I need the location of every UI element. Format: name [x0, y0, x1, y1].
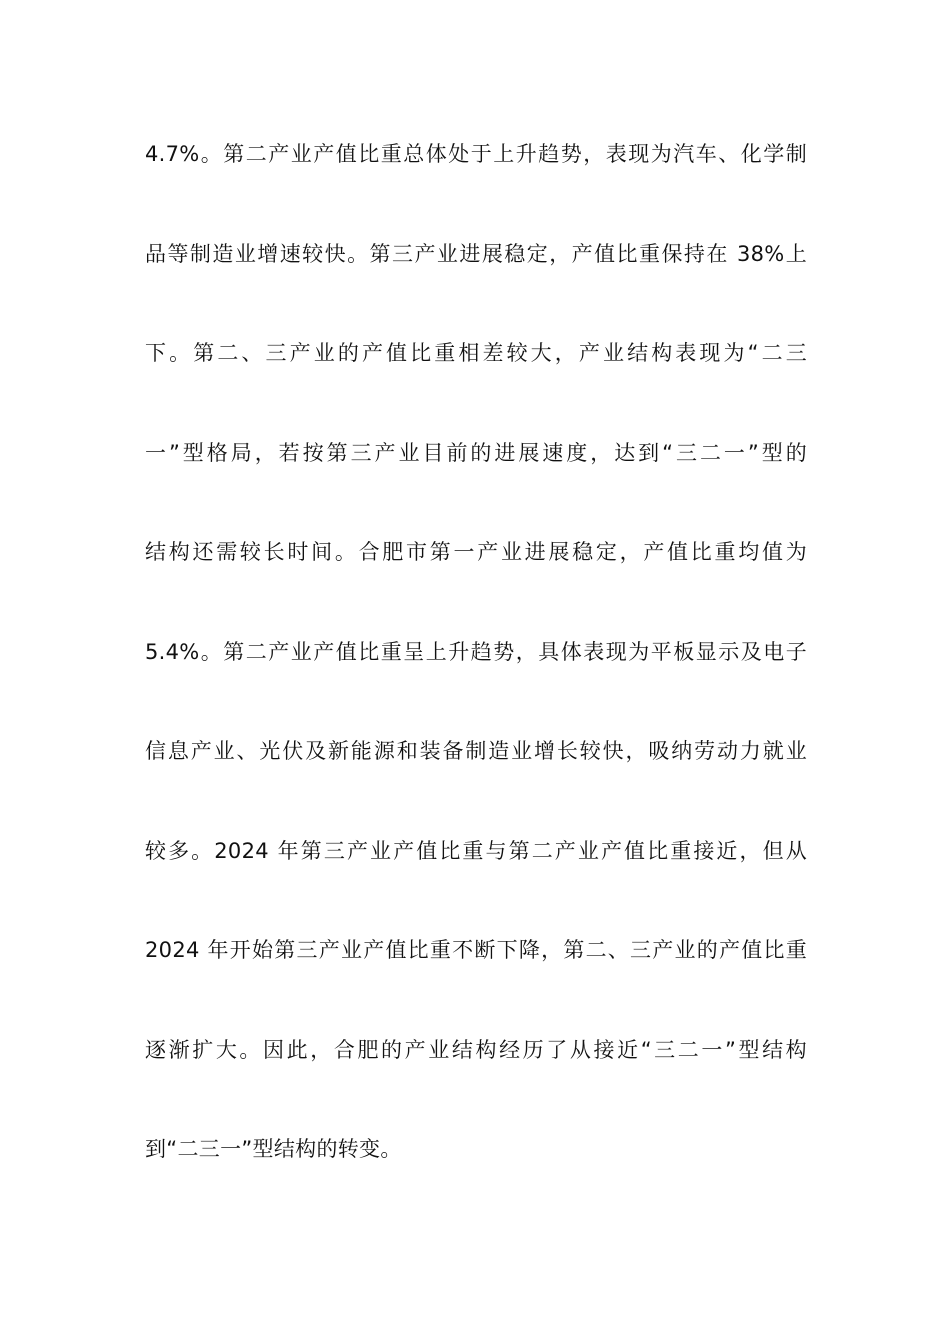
- text-line: 信息产业、光伏及新能源和装备制造业增长较快，吸纳劳动力就业: [145, 739, 807, 763]
- text-line: 较多。2024 年第三产业产值比重与第二产业产值比重接近，但从: [145, 838, 807, 863]
- text-line-last: 到“二三一”型结构的转变。: [145, 1137, 402, 1161]
- text-line: 4.7%。第二产业产值比重总体处于上升趋势，表现为汽车、化学制: [145, 142, 807, 166]
- text-line: 结构还需较长时间。合肥市第一产业进展稳定，产值比重均值为: [145, 540, 807, 564]
- text-line: 品等制造业增速较快。第三产业进展稳定，产值比重保持在 38%上: [145, 241, 807, 266]
- body-paragraph: [145, 126, 807, 1221]
- text-line: 2024 年开始第三产业产值比重不断下降，第二、三产业的产值比重: [145, 938, 807, 962]
- text-line: 下。第二、三产业的产值比重相差较大，产业结构表现为“二三: [145, 341, 807, 365]
- text-line: 5.4%。第二产业产值比重呈上升趋势，具体表现为平板显示及电子: [145, 639, 807, 664]
- text-line: 一”型格局，若按第三产业目前的进展速度，达到“三二一”型的: [145, 440, 807, 465]
- text-line: 逐渐扩大。因此，合肥的产业结构经历了从接近“三二一”型结构: [145, 1037, 807, 1062]
